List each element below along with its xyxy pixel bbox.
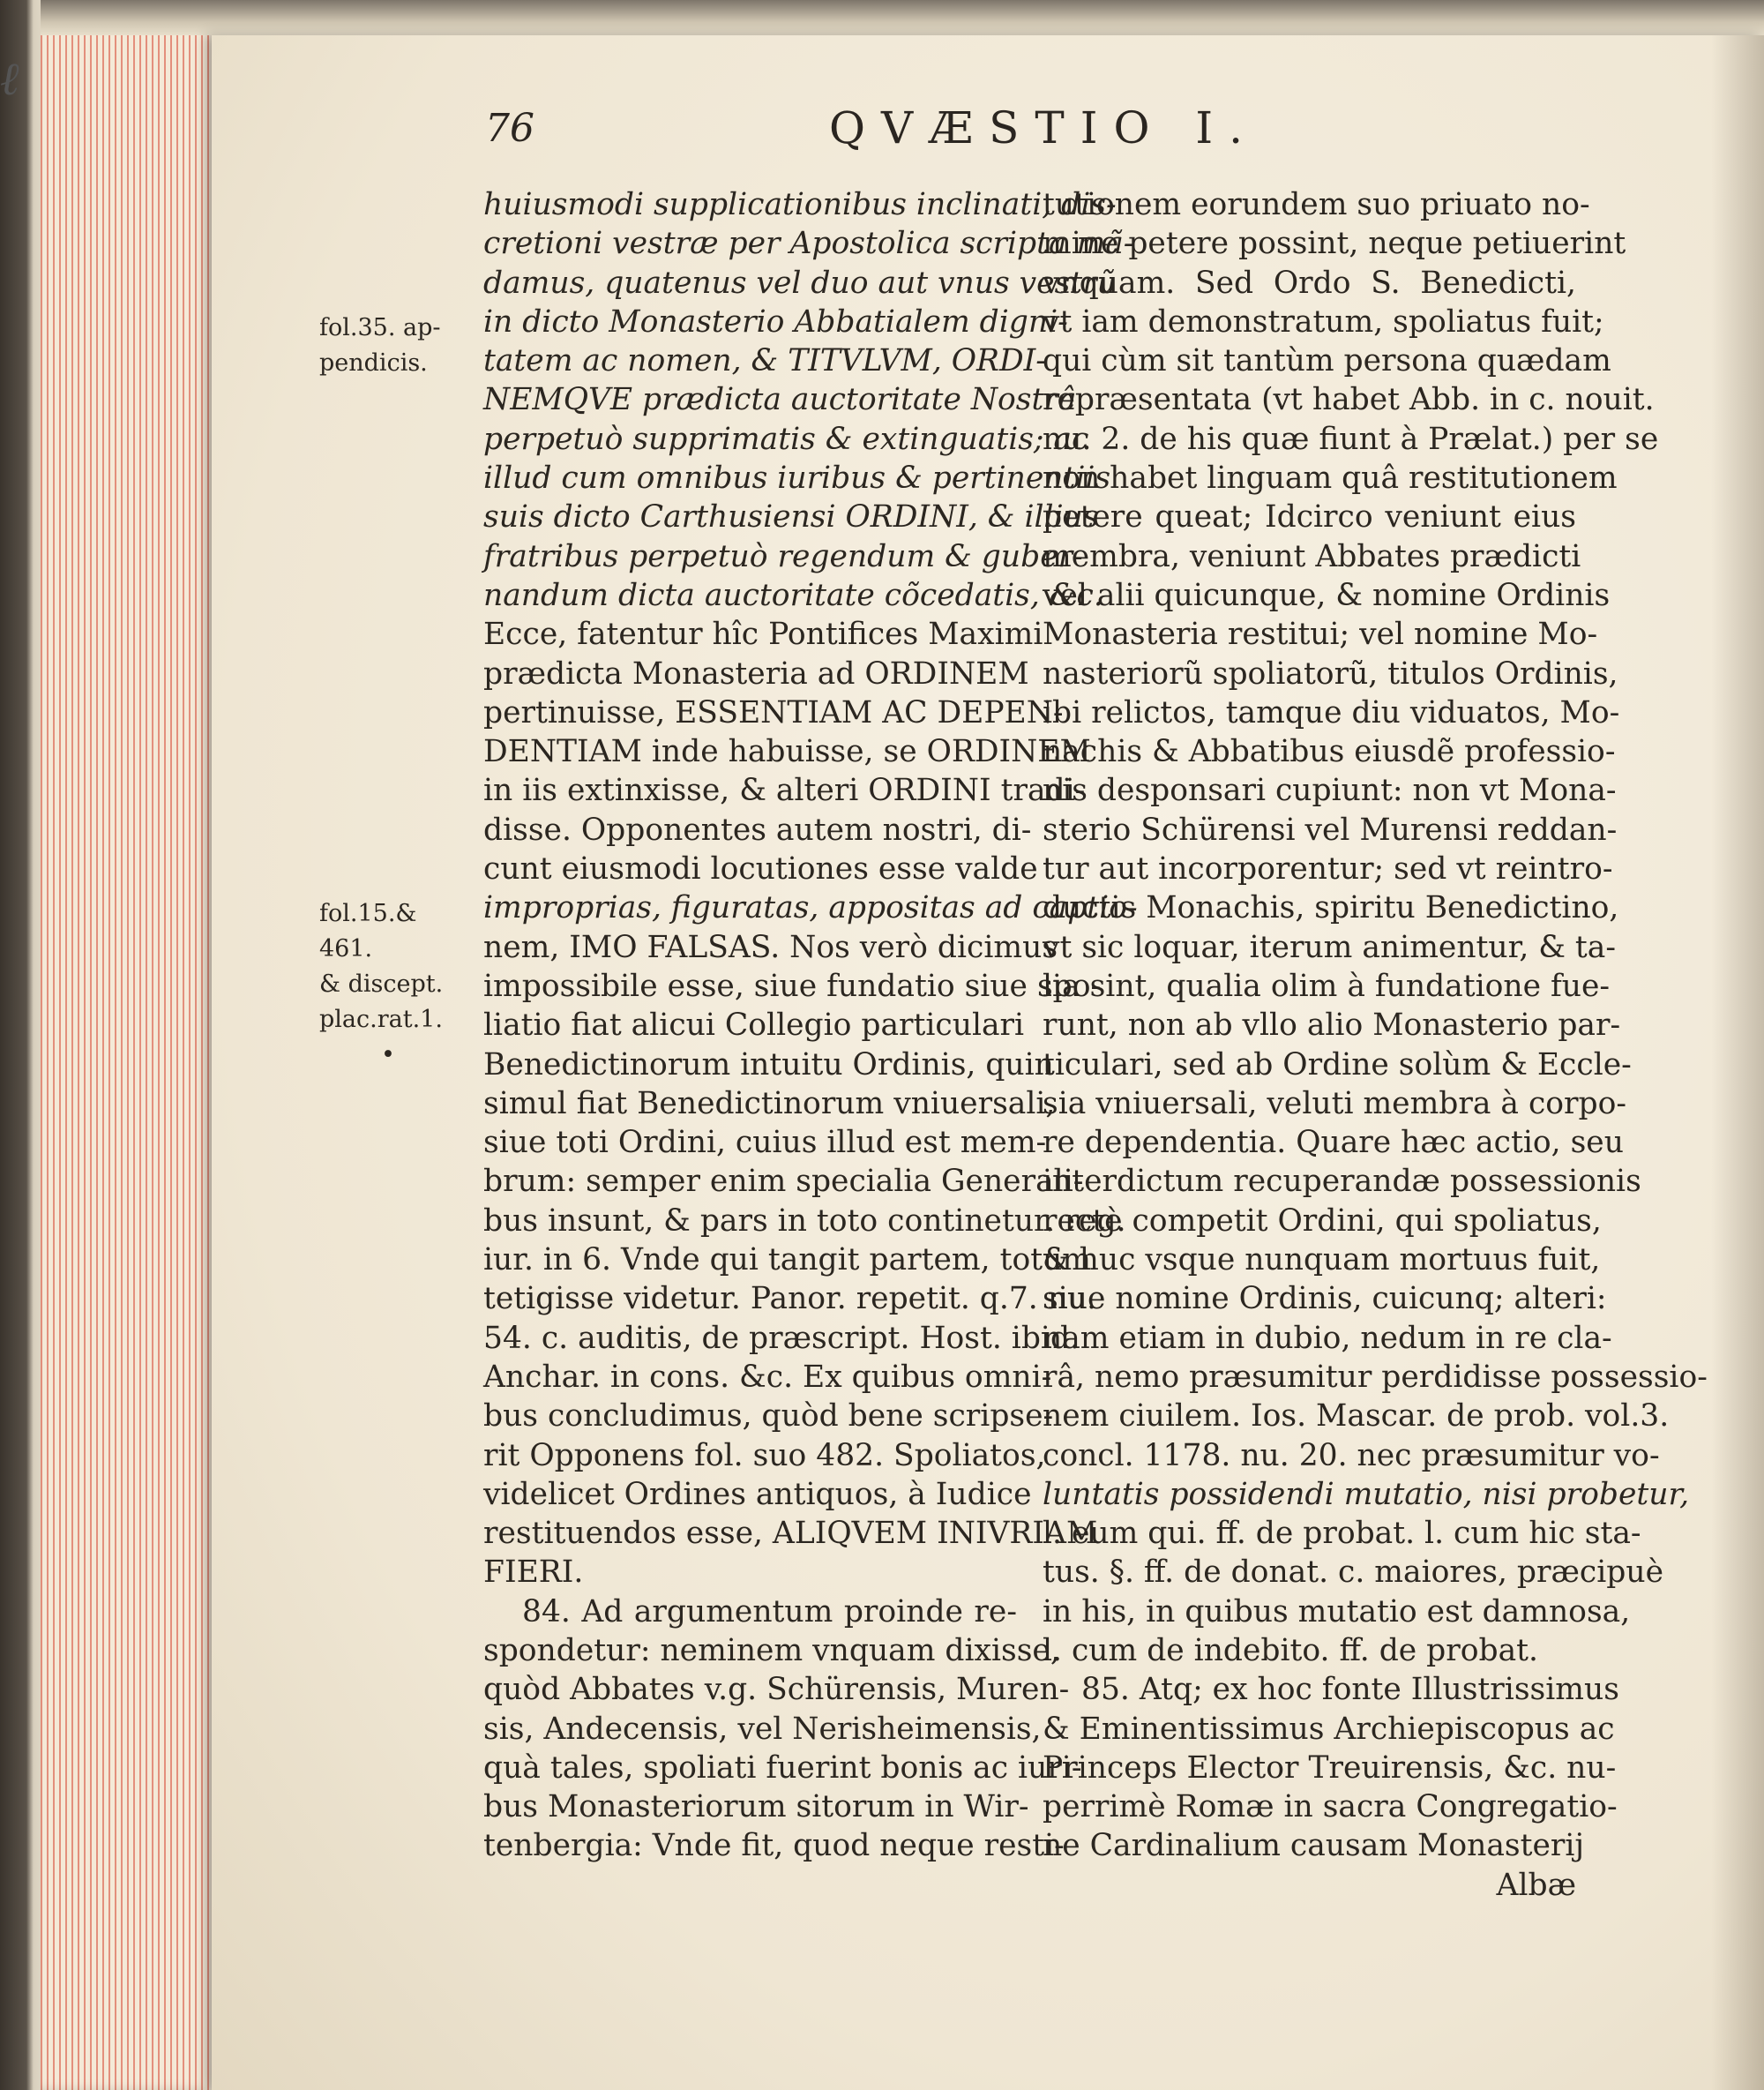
text-line: tus. §. ff. de donat. c. maiores, præcipuè — [1043, 1554, 1663, 1591]
text-line: re dependentia. Quare hæc actio, seu — [1043, 1125, 1624, 1161]
text-line: siue toti Ordini, cuius illud est mem- — [483, 1125, 1047, 1161]
text-line: petere queat; Idcirco veniunt eius — [1043, 499, 1576, 536]
text-line: NEMQVE prædicta auctoritate Nostrâ — [483, 382, 1077, 418]
text-line: Benedictinorum intuitu Ordinis, quin — [483, 1046, 1054, 1082]
text-line: sia vniuersali, veluti membra à corpo- — [1043, 1085, 1627, 1121]
marginal-note-line: & discept. — [319, 970, 444, 998]
text-line: in his, in quibus mutatio est damnosa, — [1043, 1593, 1631, 1629]
marginal-note-1 — [319, 311, 452, 381]
text-line: membra, veniunt Abbates prædicti — [1043, 538, 1581, 574]
text-line: spondetur: neminem vnquam dixisse, — [483, 1632, 1060, 1668]
text-line: nandum dicta auctoritate cõcedatis, &c. — [483, 577, 1103, 613]
text-line: in dicto Monasterio Abbatialem digni- — [483, 303, 1068, 340]
marginal-note-line: • — [381, 1041, 395, 1068]
text-line: cretioni vestræ per Apostolica scripta mã- — [483, 226, 1134, 262]
running-head: QVÆSTIO I. — [829, 102, 1259, 154]
text-line: disse. Opponentes autem nostri, di- — [483, 812, 1032, 848]
text-line: cunt eiusmodi locutiones esse valde — [483, 851, 1038, 888]
text-line: restituendos esse, ALIQVEM INIVRIAM — [483, 1516, 1098, 1552]
text-line: DENTIAM inde habuisse, se ORDINEM — [483, 734, 1091, 770]
text-line: 54. c. auditis, de præscript. Host. ibid. — [483, 1320, 1080, 1356]
text-line: tetigisse videtur. Panor. repetit. q.7. nu. — [483, 1281, 1097, 1317]
text-line: vel alii quicunque, & nomine Ordinis — [1043, 577, 1611, 613]
book-top-edge — [41, 0, 1764, 35]
marginal-note-line: pendicis. — [319, 349, 428, 377]
marginal-note-line: fol.35. ap- — [319, 314, 441, 341]
text-line: rit Opponens fol. suo 482. Spoliatos, — [483, 1437, 1046, 1473]
text-line: concl. 1178. nu. 20. nec præsumitur vo- — [1043, 1437, 1660, 1473]
page-edge-stack — [41, 0, 217, 2090]
marginal-note-2 — [319, 896, 452, 1073]
text-line: iur. in 6. Vnde qui tangit partem, totum — [483, 1242, 1092, 1278]
text-line: prædicta Monasteria ad ORDINEM — [483, 655, 1029, 692]
text-line: ticulari, sed ab Ordine solùm & Eccle- — [1043, 1046, 1632, 1082]
text-line: FIERI. — [483, 1554, 584, 1591]
text-line: nu. 2. de his quæ fiunt à Prælat.) per se — [1043, 421, 1659, 457]
text-line: Anchar. in cons. &c. Ex quibus omni- — [483, 1359, 1052, 1395]
text-line: interdictum recuperandæ possessionis — [1043, 1164, 1641, 1200]
text-line: Princeps Elector Treuirensis, &c. nu- — [1043, 1749, 1617, 1786]
text-line: nachis & Abbatibus eiusdẽ professio- — [1043, 734, 1616, 770]
marginal-note-line: plac.rat.1. — [319, 1006, 443, 1033]
text-line: nasteriorũ spoliatorũ, titulos Ordinis, — [1043, 655, 1618, 692]
text-line: siue nomine Ordinis, cuicunq; alteri: — [1043, 1281, 1607, 1317]
text-line: rectè competit Ordini, qui spoliatus, — [1043, 1202, 1602, 1239]
text-line: nis desponsari cupiunt: non vt Mona- — [1043, 773, 1617, 809]
page-header — [212, 102, 1764, 185]
text-line: qui cùm sit tantùm persona quædam — [1043, 343, 1611, 379]
text-line: 85. Atq; ex hoc fonte Illustrissimus — [1081, 1672, 1619, 1708]
text-line: tutionem eorundem suo priuato no- — [1043, 187, 1590, 222]
text-line: quà tales, spoliati fuerint bonis ac iuri- — [483, 1749, 1082, 1786]
text-line: Albæ — [1496, 1867, 1576, 1903]
text-line: in iis extinxisse, & alteri ORDINI tradi- — [483, 773, 1086, 809]
text-line: tenbergia: Vnde fit, quod neque resti- — [483, 1828, 1065, 1864]
text-line: sis, Andecensis, vel Nerisheimensis, — [483, 1711, 1042, 1747]
text-line: l. cum de indebito. ff. de probat. — [1043, 1632, 1539, 1668]
text-line: ne Cardinalium causam Monasterij — [1043, 1828, 1585, 1864]
text-line: perrimè Romæ in sacra Congregatio- — [1043, 1789, 1618, 1825]
text-line: suis dicto Carthusiensi ORDINI, & illius — [483, 499, 1099, 536]
text-line: nem, IMO FALSAS. Nos verò dicimus — [483, 929, 1058, 965]
text-line: Monasteria restitui; vel nomine Mo- — [1043, 617, 1598, 653]
page-number: 76 — [485, 106, 534, 151]
text-line: impossibile esse, siue fundatio siue spo- — [483, 968, 1102, 1004]
marginal-note-line: fol.15.& 461. — [319, 900, 417, 963]
text-line: illud cum omnibus iuribus & pertinentiis — [483, 461, 1111, 497]
text-line: non habet linguam quâ restitutionem — [1043, 461, 1618, 497]
text-line: nam etiam in dubio, nedum in re cla- — [1043, 1320, 1612, 1356]
text-line: tur aut incorporentur; sed vt reintro- — [1043, 851, 1613, 888]
text-line: & huc vsque nunquam mortuus fuit, — [1043, 1242, 1601, 1278]
text-line: sterio Schürensi vel Murensi reddan- — [1043, 812, 1618, 848]
text-line: mine petere possint, neque petiuerint — [1043, 226, 1626, 262]
book-page — [212, 35, 1764, 2090]
text-line: Ecce, fatentur hîc Pontifices Maximi — [483, 617, 1043, 653]
text-line: improprias, figuratas, appositas ad captio- — [483, 890, 1138, 926]
left-column — [483, 185, 1138, 1866]
text-line: vt iam demonstratum, spoliatus fuit; — [1043, 303, 1604, 340]
text-line: luntatis possidendi mutatio, nisi probetur, — [1043, 1476, 1690, 1512]
text-line: quòd Abbates v.g. Schürensis, Muren- — [483, 1672, 1070, 1708]
text-line: nem ciuilem. Ios. Mascar. de prob. vol.3. — [1043, 1398, 1670, 1435]
text-line: repræsentata (vt habet Abb. in c. nouit. — [1043, 382, 1655, 418]
text-line: huiusmodi supplicationibus inclinati, dis- — [483, 187, 1117, 222]
text-line: ibi relictos, tamque diu viduatos, Mo- — [1043, 694, 1620, 730]
text-line: vnquam. Sed Ordo S. Benedicti, — [1043, 265, 1576, 301]
text-line: ductis Monachis, spiritu Benedictino, — [1043, 890, 1619, 926]
text-line: l. eum qui. ff. de probat. l. cum hic sta- — [1043, 1516, 1641, 1552]
text-line: simul fiat Benedictinorum vniuersali, — [483, 1085, 1056, 1121]
text-line: & Eminentissimus Archiepiscopus ac — [1043, 1711, 1615, 1747]
text-line: runt, non ab vllo alio Monasterio par- — [1043, 1008, 1621, 1044]
text-line: videlicet Ordines antiquos, à Iudice — [483, 1476, 1032, 1512]
text-line: bus insunt, & pars in toto continetur. reg. — [483, 1202, 1126, 1239]
text-line: vt sic loquar, iterum animentur, & ta- — [1043, 929, 1617, 965]
text-line: perpetuò supprimatis & extinguatis; ac — [483, 421, 1089, 457]
text-line: brum: semper enim specialia Generali- — [483, 1164, 1084, 1200]
text-line: liatio fiat alicui Collegio particulari — [483, 1008, 1025, 1044]
text-line: bus Monasteriorum sitorum in Wir- — [483, 1789, 1029, 1825]
text-line: bus concludimus, quòd bene scripse- — [483, 1398, 1054, 1435]
text-line: damus, quatenus vel duo aut vnus vestrũ — [483, 265, 1117, 301]
facing-page-mark: ℓ — [0, 53, 19, 106]
text-line: lia sint, qualia olim à fundatione fue- — [1043, 968, 1611, 1004]
text-line: tatem ac nomen, & TITVLVM, ORDI- — [483, 343, 1046, 379]
text-line: râ, nemo præsumitur perdidisse possessio- — [1043, 1359, 1708, 1395]
text-line: fratribus perpetuò regendum & guber- — [483, 538, 1083, 574]
text-line: 84. Ad argumentum proinde re- — [522, 1593, 1017, 1629]
right-column — [1043, 185, 1708, 1905]
text-line: pertinuisse, ESSENTIAM AC DEPEN- — [483, 694, 1064, 730]
